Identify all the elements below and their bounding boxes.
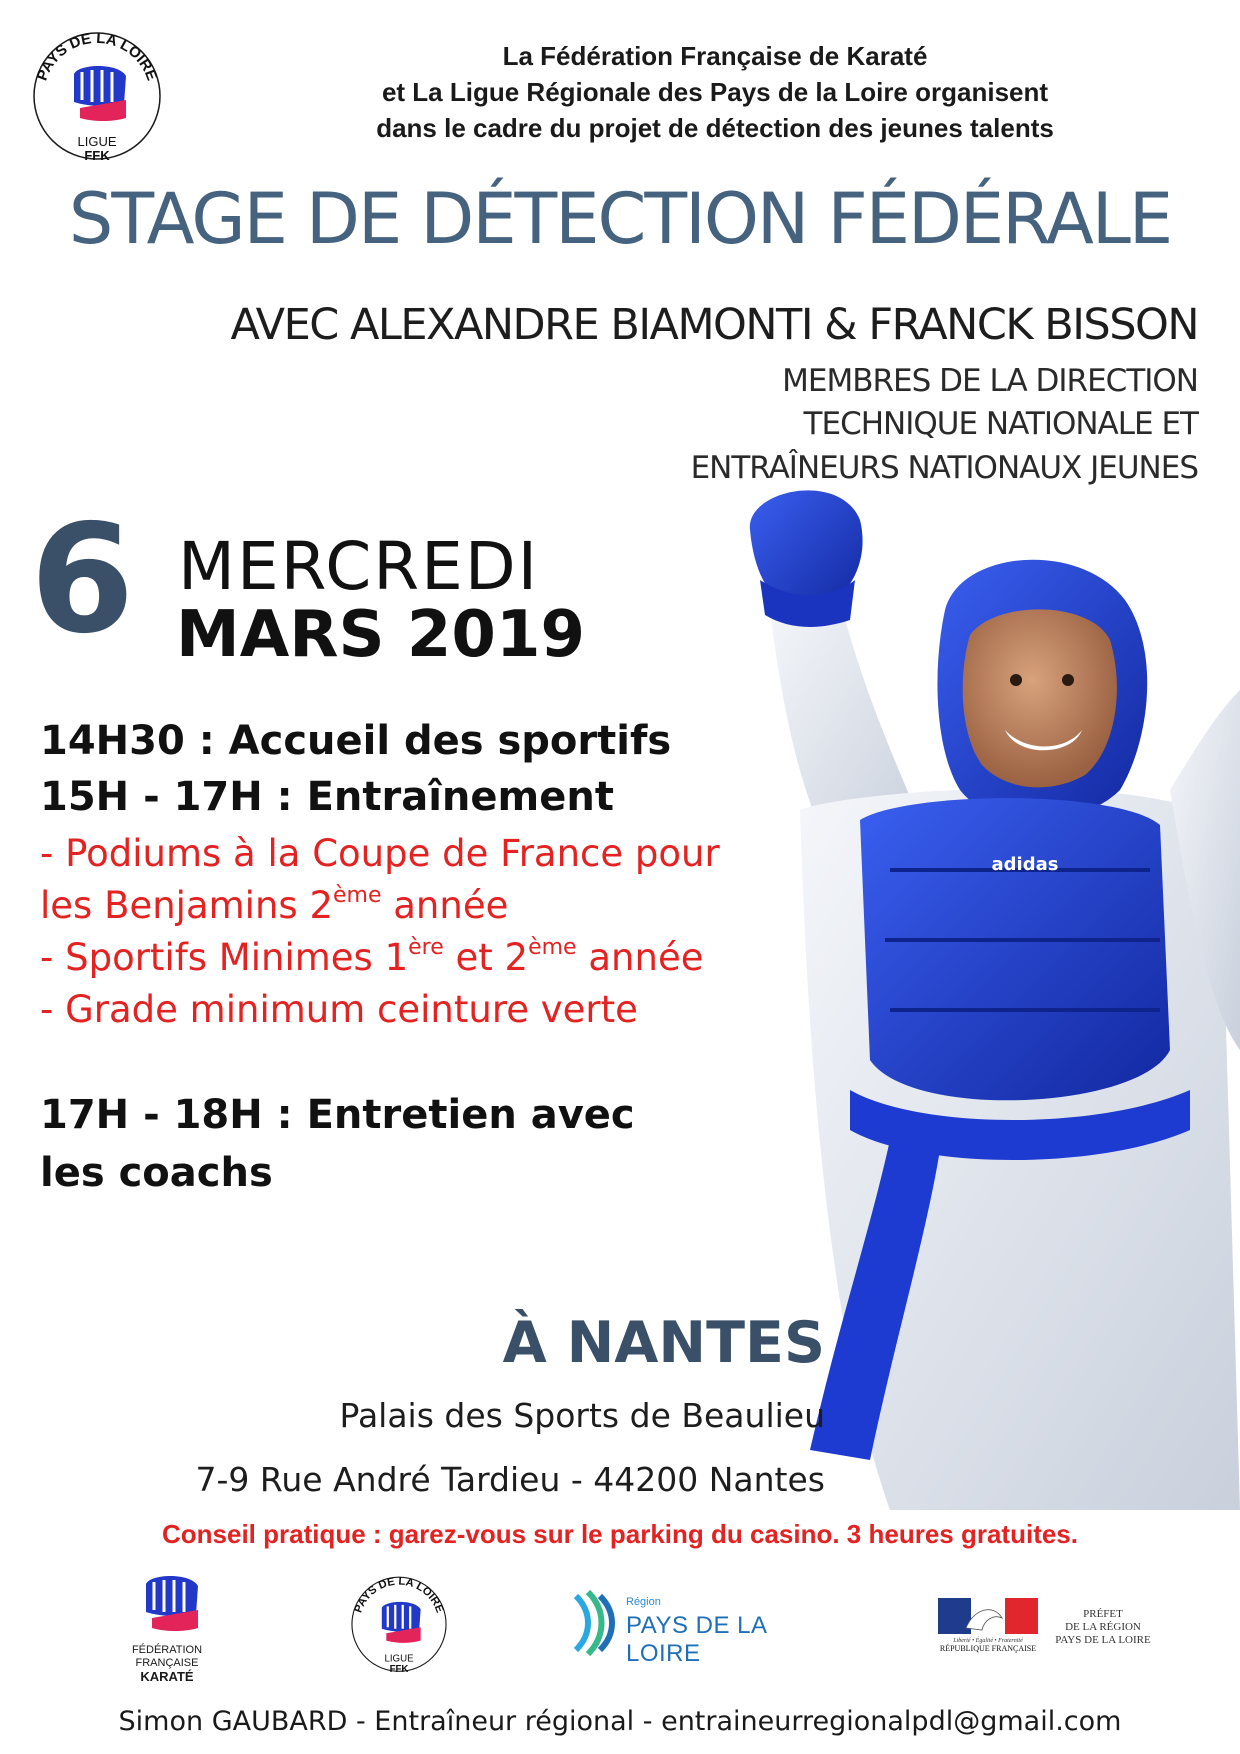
partner-logo-ffk-text: FFK bbox=[389, 1664, 409, 1676]
karate-fist-icon bbox=[112, 1570, 222, 1640]
partner-logo-arc-text: PAYS DE LA LOIRE bbox=[352, 1575, 446, 1615]
intro-line-1: La Fédération Française de Karaté bbox=[502, 41, 928, 71]
criteria-1-superscript: ème bbox=[332, 883, 382, 908]
region-label: Région bbox=[626, 1596, 661, 1608]
prefet-line-2: DE LA RÉGION bbox=[1065, 1621, 1141, 1633]
region-waves-icon bbox=[570, 1588, 620, 1658]
footer-contact: Simon GAUBARD - Entraîneur régional - entraineurregionalpdl@gmail.com bbox=[118, 1706, 1122, 1737]
criteria-2 bbox=[40, 936, 703, 979]
intro-line-3: dans le cadre du projet de détection des jeunes talents bbox=[376, 113, 1054, 143]
intro-line-2: et La Ligue Régionale des Pays de la Loire organisent bbox=[381, 77, 1049, 107]
coaches-role-1: MEMBRES DE LA DIRECTION bbox=[782, 363, 1198, 399]
location-city: À NANTES bbox=[502, 1310, 825, 1376]
prefet-line-3: PAYS DE LA LOIRE bbox=[1055, 1634, 1151, 1646]
logo-arc-text: PAYS DE LA LOIRE bbox=[33, 29, 161, 83]
prefet-line-1: PRÉFET bbox=[1083, 1608, 1123, 1620]
criteria-3: - Grade minimum ceinture verte bbox=[40, 988, 638, 1031]
date-year: 2019 bbox=[406, 598, 585, 672]
criteria-2-text-a: - Sportifs Minimes 1 bbox=[40, 936, 409, 979]
prefet-logo bbox=[1048, 1608, 1158, 1647]
criteria-1-text-b: année bbox=[381, 884, 509, 927]
criteria-2-text-c: année bbox=[576, 936, 704, 979]
date-month-year bbox=[176, 598, 585, 672]
ligue-ffk-logo bbox=[22, 18, 172, 168]
republique-name: RÉPUBLIQUE FRANÇAISE bbox=[939, 1644, 1037, 1653]
criteria-1-line-2 bbox=[40, 884, 508, 927]
partner-logo-ligue-text: LIGUE bbox=[384, 1653, 414, 1665]
chest-brand-text: adidas bbox=[991, 854, 1059, 875]
date-day-number: 6 bbox=[30, 493, 135, 667]
page-title: STAGE DE DÉTECTION FÉDÉRALE bbox=[68, 178, 1172, 260]
ffk-line-2: FRANÇAISE bbox=[135, 1657, 199, 1669]
schedule-training: 15H - 17H : Entraînement bbox=[40, 774, 614, 820]
republique-motto: Liberté • Égalité • Fraternité bbox=[953, 1638, 1023, 1644]
criteria-2-text-b: et 2 bbox=[443, 936, 529, 979]
schedule-interview-line-1: 17H - 18H : Entretien avec bbox=[40, 1092, 635, 1138]
coaches-role-2: TECHNIQUE NATIONALE ET bbox=[803, 406, 1198, 442]
location-venue: Palais des Sports de Beaulieu bbox=[339, 1396, 825, 1435]
karate-fist-icon bbox=[382, 1602, 421, 1643]
ligue-ffk-partner-logo bbox=[343, 1566, 455, 1678]
criteria-1-line-1: - Podiums à la Coupe de France pour bbox=[40, 832, 720, 875]
date-weekday: MERCREDI bbox=[178, 528, 540, 605]
coaches-role-3: ENTRAÎNEURS NATIONAUX JEUNES bbox=[690, 450, 1198, 486]
ffk-federation-logo bbox=[112, 1570, 222, 1683]
location-address: 7-9 Rue André Tardieu - 44200 Nantes bbox=[195, 1460, 825, 1499]
french-flag-icon bbox=[938, 1598, 1038, 1634]
schedule-welcome: 14H30 : Accueil des sportifs bbox=[40, 718, 672, 764]
date-month: MARS bbox=[176, 598, 385, 672]
region-name: PAYS DE LA LOIRE bbox=[626, 1612, 767, 1667]
ffk-line-3: KARATÉ bbox=[140, 1669, 194, 1684]
criteria-2-superscript-1: ère bbox=[408, 935, 444, 960]
region-pays-de-la-loire-logo bbox=[570, 1588, 840, 1667]
schedule-interview-line-2: les coachs bbox=[40, 1150, 273, 1196]
practical-advice: Conseil pratique : garez-vous sur le parking du casino. 3 heures gratuites. bbox=[161, 1519, 1078, 1549]
coaches-line: AVEC ALEXANDRE BIAMONTI & FRANCK BISSON bbox=[230, 300, 1198, 350]
ffk-line-1: FÉDÉRATION bbox=[131, 1644, 203, 1656]
logo-ligue-text: LIGUE bbox=[77, 134, 117, 149]
criteria-1-text-a: les Benjamins 2 bbox=[40, 884, 333, 927]
criteria-2-superscript-2: ème bbox=[528, 935, 577, 960]
republique-francaise-logo bbox=[938, 1598, 1038, 1653]
logo-ffk-text: FFK bbox=[84, 148, 110, 163]
karate-fist-icon bbox=[74, 66, 126, 121]
